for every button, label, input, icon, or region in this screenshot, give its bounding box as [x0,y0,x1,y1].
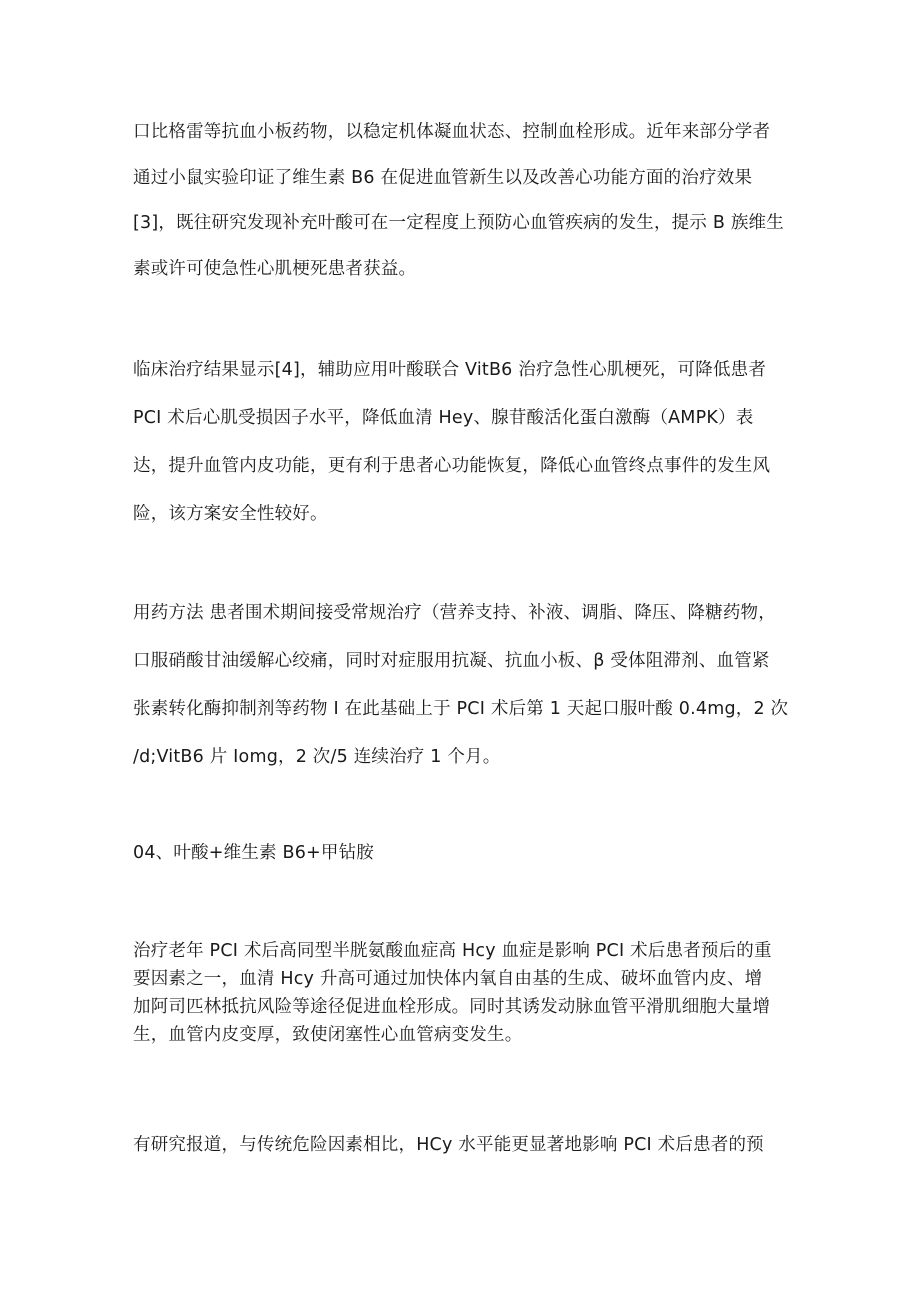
text-line: 有研究报道，与传统危险因素相比，HCy 水平能更显著地影响 PCI 术后患者的预 [133,1135,764,1155]
text-line: 达，提升血管内皮功能，更有利于患者心功能恢复，降低心血管终点事件的发生风 [133,456,771,476]
text-line: 张素转化酶抑制剂等药物 I 在此基础上于 PCI 术后第 1 天起口服叶酸 0.4mg，2 次 [133,699,789,719]
text-line: 生，血管内皮变厚，致使闭塞性心血管病变发生。 [133,1025,523,1045]
section-heading: 04、叶酸+维生素 B6+甲钻胺 [133,843,374,863]
text-line: 险，该方案安全性较好。 [133,504,328,524]
text-line: 口服硝酸甘油缓解心绞痛，同时对症服用抗凝、抗血小板、β 受体阻滞剂、血管紧 [133,651,770,671]
text-line: [3]，既往研究发现补充叶酸可在一定程度上预防心血管疾病的发生，提示 B 族维生 [133,213,784,233]
text-line: 通过小鼠实验印证了维生素 B6 在促进血管新生以及改善心功能方面的治疗效果 [133,168,753,188]
text-line: 用药方法 患者围术期间接受常规治疗（营养支持、补液、调脂、降压、降糖药物， [133,603,776,623]
text-line: 要因素之一，血清 Hcy 升高可通过加快体内氧自由基的生成、破坏血管内皮、增 [133,969,763,989]
text-line: PCI 术后心肌受损因子水平，降低血清 Hey、腺苷酸活化蛋白激酶（AMPK）表 [133,408,754,428]
text-line: 口比格雷等抗血小板药物，以稳定机体凝血状态、控制血栓形成。近年来部分学者 [133,122,771,142]
text-line: 临床治疗结果显示[4]，辅助应用叶酸联合 VitB6 治疗急性心肌梗死，可降低患者 [133,360,767,380]
text-line: 素或许可使急性心肌梗死患者获益。 [133,259,417,279]
text-line: /d;VitB6 片 Iomg，2 次/5 连续治疗 1 个月。 [133,747,501,767]
text-line: 治疗老年 PCI 术后高同型半胱氨酸血症高 Hcy 血症是影响 PCI 术后患者预后的重 [133,941,772,961]
text-line: 加阿司匹林抵抗风险等途径促进血栓形成。同时其诱发动脉血管平滑肌细胞大量增 [133,997,771,1017]
